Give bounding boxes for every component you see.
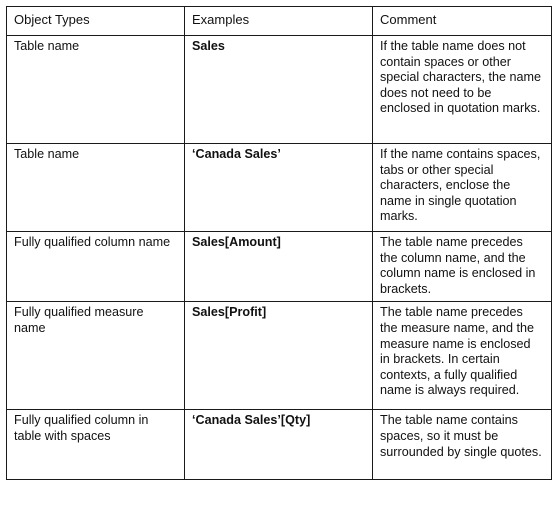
header-examples: Examples: [185, 7, 373, 36]
example-cell: Sales[Profit]: [185, 302, 373, 410]
object-type-cell: Table name: [7, 144, 185, 232]
object-type-cell: Fully qualified column name: [7, 232, 185, 302]
header-comment: Comment: [373, 7, 552, 36]
table-row: [7, 410, 552, 480]
document-page: [6, 6, 551, 506]
header-object-types: Object Types: [7, 7, 185, 36]
comment-cell: The table name contains spaces, so it must be surrounded by single quotes.: [373, 410, 552, 480]
example-cell: ‘Canada Sales’: [185, 144, 373, 232]
object-type-cell: Fully qualified column in table with spaces: [7, 410, 185, 480]
object-type-cell: Table name: [7, 36, 185, 144]
object-type-cell: Fully qualified measure name: [7, 302, 185, 410]
table-row: [7, 144, 552, 232]
table-row: [7, 36, 552, 144]
object-naming-table: [6, 6, 552, 480]
table-row: [7, 232, 552, 302]
comment-cell: If the name contains spaces, tabs or other special characters, enclose the name in single quotation marks.: [373, 144, 552, 232]
example-cell: Sales[Amount]: [185, 232, 373, 302]
comment-cell: The table name precedes the measure name, and the measure name is enclosed in brackets. In certain contexts, a fully qualified name is always required.: [373, 302, 552, 410]
header-row: [7, 7, 552, 36]
comment-cell: If the table name does not contain spaces or other special characters, the name does not need to be enclosed in quotation marks.: [373, 36, 552, 144]
comment-cell: The table name precedes the column name, and the column name is enclosed in brackets.: [373, 232, 552, 302]
example-cell: ‘Canada Sales’[Qty]: [185, 410, 373, 480]
example-cell: Sales: [185, 36, 373, 144]
table-row: [7, 302, 552, 410]
